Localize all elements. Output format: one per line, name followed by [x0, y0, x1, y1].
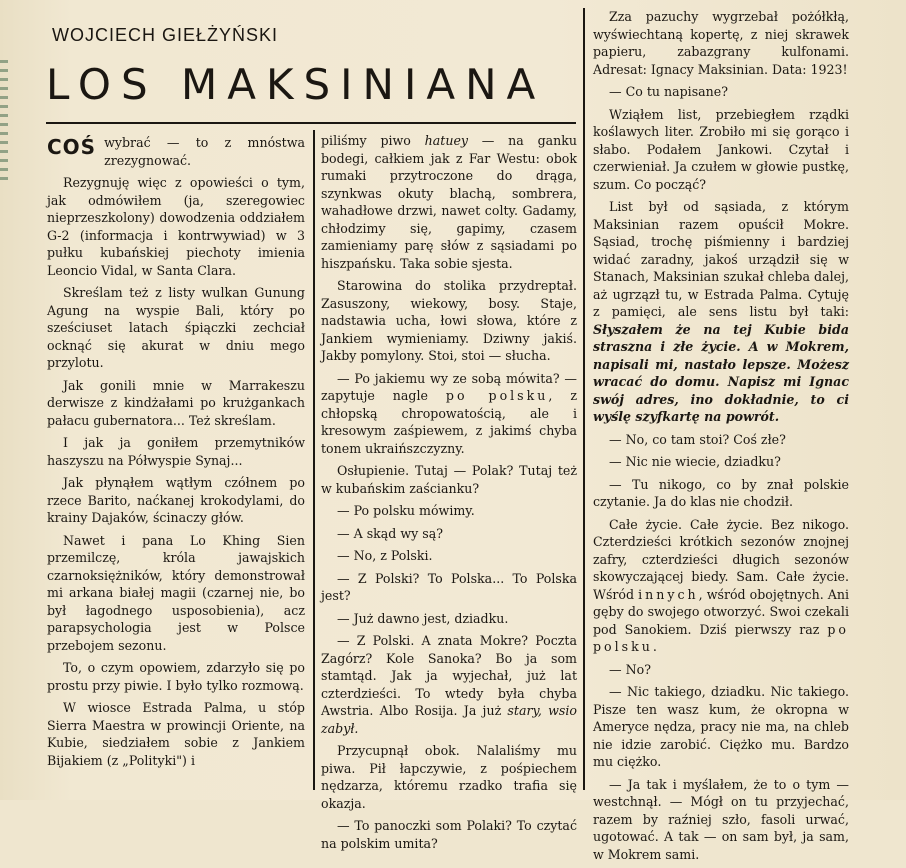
paragraph: Nawet i pana Lo Khing Sien przemilczę, króla jawajskich czarnoksiężników, który demonstrował mi arkana białej magii (czarnej nie, bo był łagodnego usposobienia), acz parapsychologia jest w Polsce przebojem sezonu.: [47, 532, 305, 653]
paragraph: Jak gonili mnie w Marrakeszu derwisze z kindżałami po krużgankach pałacu gubernatora... Też skreślam.: [47, 377, 305, 428]
paragraph: — Po polsku mówimy.: [337, 503, 475, 518]
paragraph: — Nic takiego, dziadku. Nic takiego. Pisze ten wasz kum, że okropna w Ameryce nędza, pracy nie ma, na chleb nie idzie zarobić. Ciężko mu. Bardzo mu ciężko.: [593, 684, 849, 769]
paragraph: Wziąłem list, przebiegłem rządki koślawych liter. Zrobiło mi się gorąco i słabo. Podałem Jankowi. Czytał i czerwieniał. Ja czułem w głowie pustkę, szum. Co począć?: [593, 106, 849, 192]
paragraph: [321, 132, 577, 272]
text-span: List był od sąsiada, z którym Maksinian razem opuścił Mokre. Sąsiad, trochę piśmienny i bardziej widać zaradny, jakoś urządził się w Stanach, Maksinian szukał chleba dalej, aż ugrzązł tu, w Estrada Palma. Cytuję z pamięci, ale sens listu był taki:: [593, 199, 849, 319]
paragraph: [321, 632, 577, 737]
spaced-text: po polsku: [593, 621, 849, 654]
paragraph: [321, 370, 577, 458]
paragraph: — A skąd wy są?: [337, 525, 443, 541]
author-byline: WOJCIECH GIEŁŻYŃSKI: [52, 25, 279, 45]
letter-quote: Słyszałem że na tej Kubie bida straszna i złe życie. A w Mokrem, napisali mi, nastało lepsze. Możesz wracać do domu. Napisz mi Ignac swój adres, ino dokładnie, to ci wyślę szyfkartę na powrót.: [593, 321, 849, 424]
spaced-text: innych: [638, 586, 699, 602]
paragraph: Przycupnął obok. Nalaliśmy mu piwa. Pił łapczywie, z pośpiechem nędzarza, któremu rzadko trafia się okazja.: [321, 743, 577, 811]
paragraph: To, o czym opowiem, zdarzyło się po prostu przy piwie. I było tylko rozmową.: [47, 660, 305, 693]
article-title: LOS MAKSINIANA: [46, 60, 546, 109]
paragraph: — Ja tak i myślałem, że to o tym — westchnął. — Mógł on tu przyjechać, razem by raźniej szło, fasoli urwać, ugotować. A tak — on sam był, ja sam, w Mokrem sami.: [593, 776, 849, 862]
paragraph: — Co tu napisane?: [609, 84, 728, 99]
paragraph: [593, 516, 849, 656]
paragraph: — Już dawno jest, dziadku.: [337, 610, 509, 626]
paragraph: — To panoczki som Polaki? To czytać na polskim umita?: [321, 818, 577, 851]
paragraph: — No, z Polski.: [337, 548, 433, 563]
column-divider-2: [583, 8, 585, 790]
paragraph-text: wybrać — to z mnóstwa zrezygnować.: [104, 135, 305, 168]
paragraph: W wiosce Estrada Palma, u stóp Sierra Maestra w prowincji Oriente, na Kubie, siedziałem sobie z Jankiem Bijakiem (z „Polityki") i: [47, 700, 305, 768]
italic-text: hatuey: [424, 133, 469, 148]
article-column-3: [593, 8, 849, 868]
paragraph: Starowina do stolika przydreptał. Zasuszony, wiekowy, bosy. Staje, nadstawia ucha, łowi słowa, które z Jankiem wymieniamy. Dziwny jakiś. Jakby pomylony. Stoi, stoi — słucha.: [321, 278, 577, 363]
text-span: — na ganku bodegi, całkiem jak z Far Westu: obok rumaki przytroczone do drąga, szynkwas okuty blachą, sombrera, wahadłowe drzwi, nawet colty. Gadamy, chłodzimy się, gapimy, czasem zamieniamy parę słów z sąsiadami po hiszpańsku. Taka sobie sjesta.: [321, 133, 577, 271]
text-span: .: [652, 639, 657, 654]
text-span: , wśród obojętnych. Ani gęby do swojego otworzyć. Swoi czekali pod Sanokiem. Dziś pierwszy raz: [593, 586, 849, 637]
paragraph: — No?: [609, 661, 651, 677]
article-column-2: [321, 132, 577, 857]
paragraph: Skreślam też z listy wulkan Gunung Agung na wyspie Bali, który po sześciuset latach śpiączki zechciał ocknąć się akurat w dniu mego przylotu.: [47, 285, 305, 370]
paragraph: Rezygnuję więc z opowieści o tym, jak odmówiłem (ja, szeregowiec nieprzeszkolony) dowodzenia oddziałem G-2 (informacja i kontrwywiad) w 3 pułku kubańskiej piechoty imienia Leoncio Vidal, w Santa Clara.: [47, 175, 305, 278]
binding-edge: [0, 60, 8, 180]
paragraph: — Z Polski? To Polska... To Polska jest?: [321, 570, 577, 603]
drop-cap: COŚ: [47, 135, 97, 159]
text-span: , z chłopską chropowatością, ale i kresowym zaśpiewem, z jakimś chyba tonem ukraińszczyzny.: [321, 388, 577, 456]
paragraph: [47, 134, 305, 169]
paragraph: — No, co tam stoi? Coś złe?: [609, 431, 786, 447]
title-rule: [46, 122, 576, 124]
spaced-text: po polsku: [445, 388, 549, 403]
text-span: — Z Polski. A znata Mokre? Poczta Zagórz? Kole Sanoka? Bo ja som stamtąd. Jak ja wyjechał, już lat czterdzieści. To wtedy była chyba Awstria. Albo Rosija. Ja już: [321, 633, 577, 718]
italic-text: stary, wsio zabył.: [321, 703, 577, 736]
column-divider-1: [313, 130, 315, 790]
article-column-1: [47, 134, 305, 774]
paragraph: [593, 198, 849, 426]
paragraph: — Tu nikogo, co by znał polskie czytanie. Ja do klas nie chodził.: [593, 476, 849, 509]
paragraph: Zza pazuchy wygrzebał pożółkłą, wyświechtaną kopertę, z niej skrawek papieru, zabazgrany kulfonami. Adresat: Ignacy Maksinian. Data: 1923!: [593, 9, 849, 77]
paragraph: Jak płynąłem wątłym czółnem po rzece Barito, naćkanej krokodylami, do krainy Dajaków, ścinaczy głów.: [47, 475, 305, 525]
paragraph: Osłupienie. Tutaj — Polak? Tutaj też w kubańskim zaścianku?: [321, 463, 577, 496]
paragraph: I jak ja goniłem przemytników haszyszu na Półwyspie Synaj...: [47, 435, 305, 468]
text-span: — Po jakiemu wy ze sobą mówita? — zapytuje nagle: [321, 370, 577, 403]
text-span: piliśmy piwo: [321, 133, 425, 148]
text-span: Całe życie. Całe życie. Bez nikogo. Czterdzieści krótkich sezonów znojnej zafry, czterdzieści długich sezonów skowyczającej biedy. Sam. Całe życie. Wśród: [593, 516, 849, 602]
paragraph: — Nic nie wiecie, dziadku?: [609, 454, 781, 469]
